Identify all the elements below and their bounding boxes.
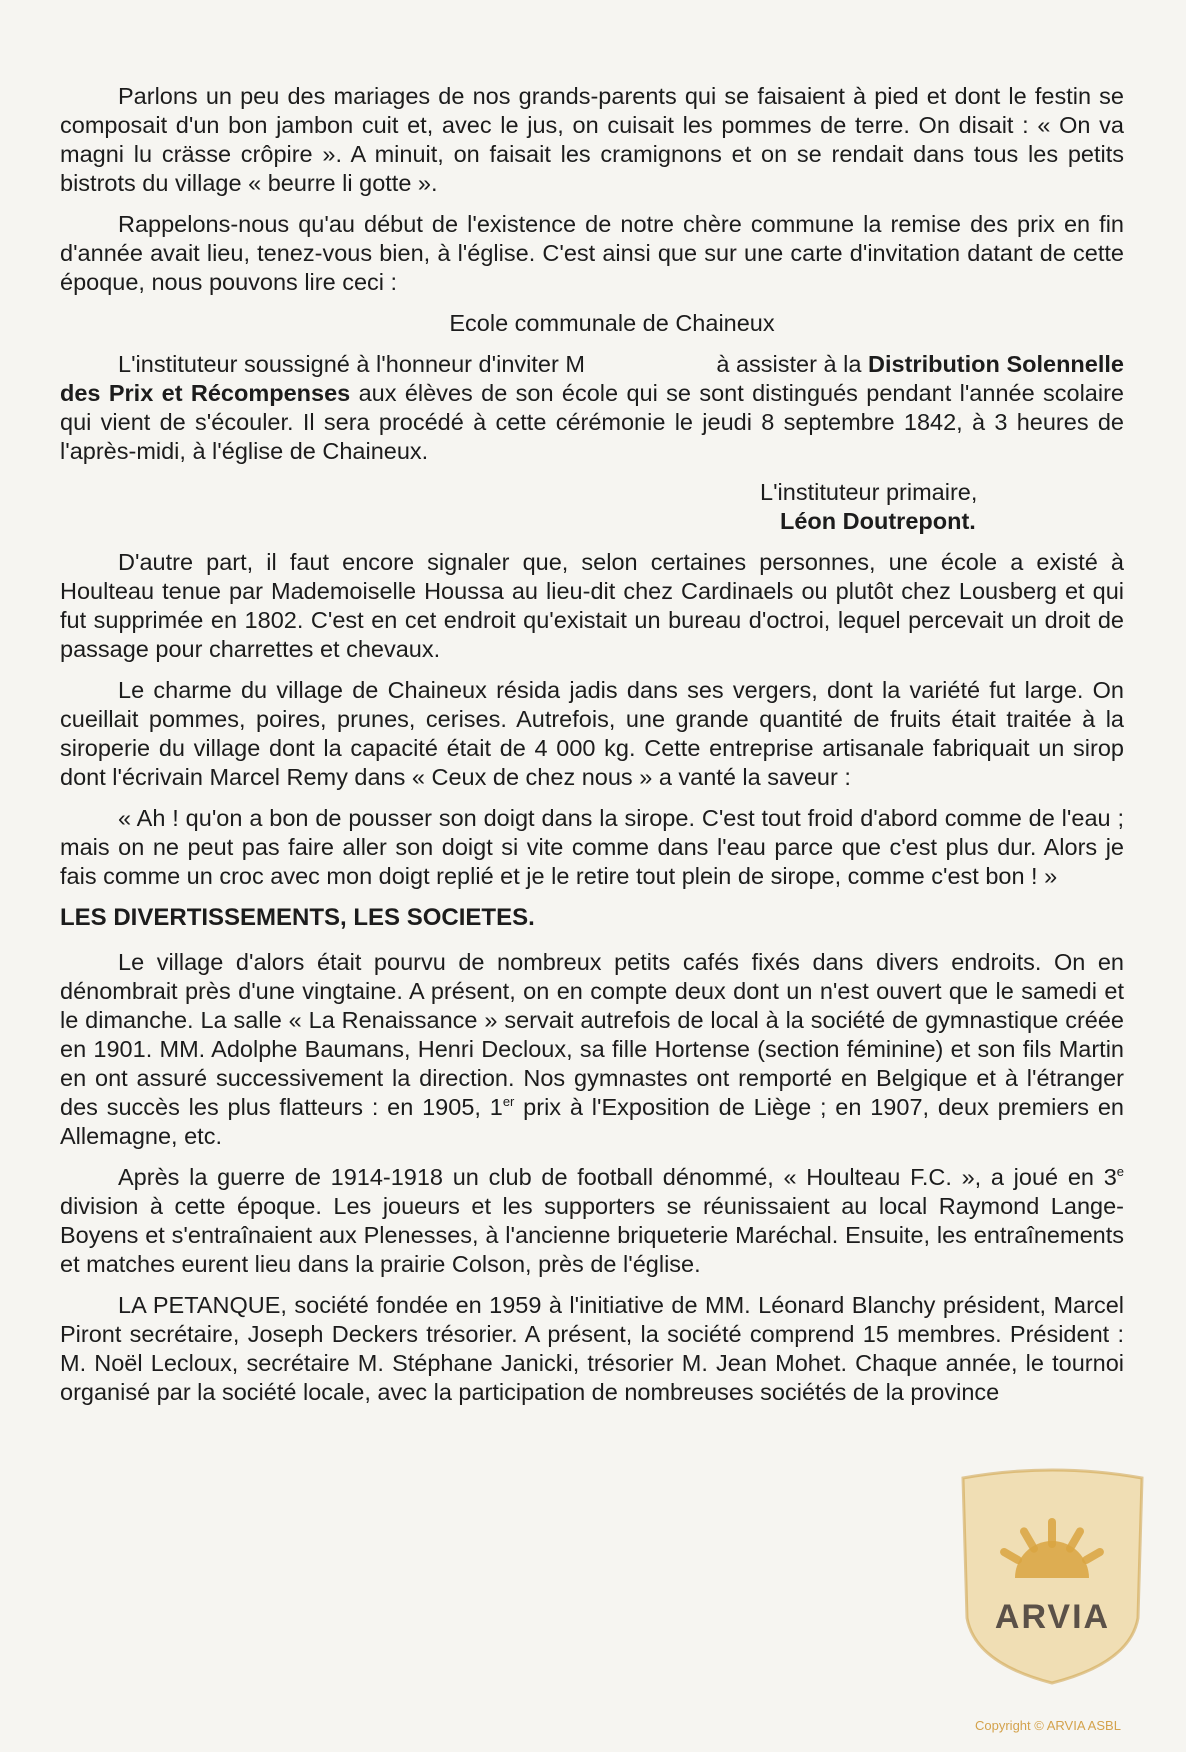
- invitation-text: [60, 350, 1124, 466]
- arvia-shield-icon: [955, 1468, 1150, 1688]
- paragraph-houlteau-ecole: D'autre part, il faut encore signaler que, selon certaines personnes, une école a existé à Houlteau tenue par Mademoiselle Houssa au lieu-dit chez Cardinaels ou plutôt chez Lousberg et qui fut supprimée en 1802. C'est en cet endroit qu'existait un bureau d'octroi, lequel percevait un droit de passage pour charrettes et chevaux.: [60, 549, 1124, 662]
- paragraph-cafes-end: prix à l'Exposition de Liège ; en 1907, deux premiers en Allemagne, etc.: [60, 1094, 1124, 1149]
- paragraph-citation-sirope: « Ah ! qu'on a bon de pousser son doigt dans la sirope. C'est tout froid d'abord comme de l'eau ; mais on ne peut pas faire aller son doigt si vite comme dans l'eau parce que c'est plus dur. Alors je fais comme un croc avec mon doigt replié et je le retire tout plein de sirope, comme c'est bon ! »: [60, 805, 1124, 889]
- paragraph-mariages: Parlons un peu des mariages de nos grands-parents qui se faisaient à pied et dont le festin se composait d'un bon jambon cuit et, avec le jus, on cuisait les pommes de terre. On disait : « On va magni lu crässe crôpire ». A minuit, on faisait les cramignons et on se rendait dans tous les petits bistrots du village « beurre li gotte ».: [60, 83, 1124, 196]
- superscript-e: e: [1116, 1164, 1124, 1180]
- arvia-logo: [955, 1468, 1150, 1688]
- invitation-text-end: aux élèves de son école qui se sont distingués pendant l'année scolaire qui vient de s'écouler. Il sera procédé à cette cérémonie le jeudi 8 septembre 1842, à 3 heures de l'après-midi, à l'église de Chaineux.: [60, 380, 1124, 464]
- paragraph-remise-des-prix: Rappelons-nous qu'au début de l'existence de notre chère commune la remise des prix en fin d'année avait lieu, tenez-vous bien, à l'église. C'est ainsi que sur une carte d'invitation datant de cette époque, nous pouvons lire ceci :: [60, 211, 1124, 295]
- invitation-text-start: L'instituteur soussigné à l'honneur d'inviter M à assister à la: [118, 351, 869, 377]
- paragraph-vergers: Le charme du village de Chaineux résida jadis dans ses vergers, dont la variété fut large. On cueillait pommes, poires, prunes, cerises. Autrefois, une grande quantité de fruits était traitée à la siroperie du village dont la capacité était de 4 000 kg. Cette entreprise artisanale fabriquait un sirop dont l'écrivain Marcel Remy dans « Ceux de chez nous » a vanté la saveur :: [60, 677, 1124, 790]
- paragraph-football: [60, 1163, 1124, 1279]
- signature-role: L'instituteur primaire,: [760, 479, 978, 505]
- document-page: [60, 82, 1124, 1419]
- invitation-title: Ecole communale de Chaineux: [449, 310, 775, 336]
- copyright-notice: Copyright © ARVIA ASBL: [975, 1718, 1121, 1733]
- paragraph-football-text: Après la guerre de 1914-1918 un club de football dénommé, « Houlteau F.C. », a joué en 3: [118, 1164, 1117, 1190]
- paragraph-petanque: LA PETANQUE, société fondée en 1959 à l'initiative de MM. Léonard Blanchy président, Marcel Piront secrétaire, Joseph Deckers trésorier. A présent, la société comprend 15 membres. Président : M. Noël Lecloux, secrétaire M. Stéphane Janicki, trésorier M. Jean Mohet. Chaque année, le tournoi organisé par la société locale, avec la participation de nombreuses sociétés de la province: [60, 1292, 1124, 1405]
- superscript-er: er: [502, 1094, 515, 1110]
- signature-block: [60, 478, 1124, 536]
- paragraph-cafes: [60, 948, 1124, 1151]
- paragraph-cafes-text: Le village d'alors était pourvu de nombreux petits cafés fixés dans divers endroits. On en dénombrait près d'une vingtaine. A présent, on en compte deux dont un n'est ouvert que le samedi et le dimanche. La salle « La Renaissance » servait autrefois de local à la société de gymnastique créée en 1901. MM. Adolphe Baumans, Henri Decloux, sa fille Hortense (section féminine) et son fils Martin en ont assuré successivement la direction. Nos gymnastes ont remporté en Belgique et à l'étranger des succès les plus flatteurs : en 1905, 1: [60, 949, 1124, 1120]
- signature-name: Léon Doutrepont.: [780, 508, 976, 534]
- paragraph-football-end: division à cette époque. Les joueurs et les supporters se réunissaient au local Raymond Lange-Boyens et s'entraînaient aux Plenesses, à l'ancienne briqueterie Maréchal. Ensuite, les entraînements et matches eurent lieu dans la prairie Colson, près de l'église.: [60, 1193, 1124, 1277]
- invitation-bold-title: Distribution Solennelle des Prix et Récompenses: [60, 351, 1124, 406]
- arvia-logo-text: ARVIA: [994, 1598, 1111, 1636]
- section-heading: LES DIVERTISSEMENTS, LES SOCIETES.: [60, 904, 535, 931]
